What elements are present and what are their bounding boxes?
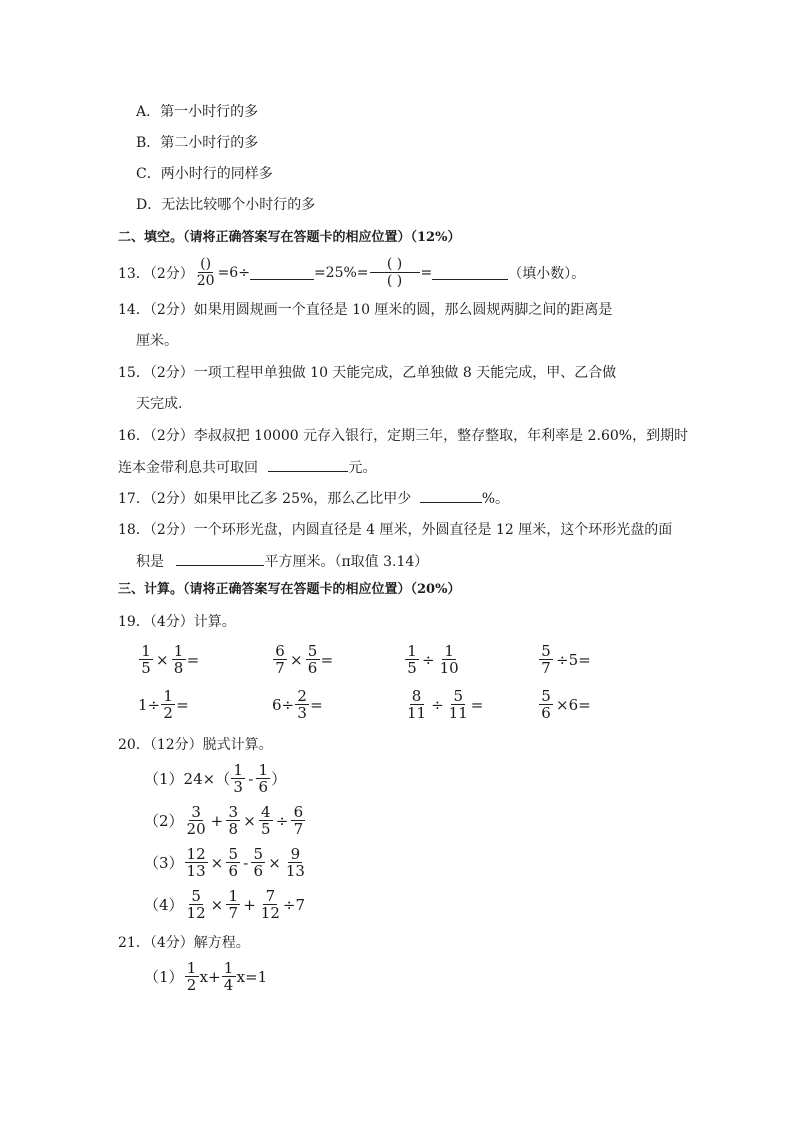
denominator: 2 <box>163 704 173 722</box>
fraction <box>259 888 282 921</box>
fraction <box>172 643 186 676</box>
q18-line-2: 积是 平方厘米。（π取值 3.14） <box>136 551 428 572</box>
numerator: 12 <box>186 845 206 863</box>
math-text: （1） <box>144 968 184 986</box>
denominator: 6 <box>228 862 238 880</box>
math-text: = <box>470 695 484 714</box>
numerator: 1 <box>442 643 456 660</box>
fraction <box>231 762 245 795</box>
numerator: 8 <box>410 688 424 705</box>
math-text: （4） <box>144 896 184 914</box>
q21-equation-1 <box>144 960 267 993</box>
math-text: （填小数）。 <box>508 265 586 282</box>
operator: × <box>156 650 169 669</box>
calc-4 <box>538 643 593 676</box>
math-text: = <box>176 695 189 714</box>
math-text: = <box>186 650 200 669</box>
denominator: 7 <box>228 904 238 922</box>
calc-5 <box>138 688 189 721</box>
math-text: x=1 <box>236 967 268 986</box>
numerator: 1 <box>172 643 186 660</box>
q20-expr-1 <box>144 762 286 795</box>
fraction <box>226 888 240 921</box>
q15-line-2: 天完成. <box>136 396 183 412</box>
denominator: 12 <box>186 904 206 922</box>
choice-d: D．无法比较哪个小时行的多 <box>136 197 316 213</box>
math-text: 6÷ <box>272 695 295 714</box>
fraction <box>259 804 273 837</box>
denominator: 5 <box>141 659 151 677</box>
fraction <box>185 804 208 837</box>
denominator: 5 <box>407 659 417 677</box>
q20-expr-3 <box>144 846 308 879</box>
q14-line-2: 厘米。 <box>136 333 178 349</box>
numerator: 1 <box>405 643 419 660</box>
fraction <box>273 643 287 676</box>
calc-7 <box>404 688 483 721</box>
denominator: 13 <box>285 862 305 880</box>
q15-line-1: 15．（2分）一项工程甲单独做 10 天能完成，乙单独做 8 天能完成，甲、乙合做 <box>118 365 617 381</box>
fraction <box>185 846 208 879</box>
denominator: 5 <box>261 820 271 838</box>
fraction <box>438 643 461 676</box>
q19-title: 19．（4分）计算。 <box>118 614 236 630</box>
numerator: 5 <box>189 888 203 905</box>
numerator: () <box>200 256 212 272</box>
denominator: 11 <box>448 704 468 722</box>
fraction <box>251 846 265 879</box>
denominator: 7 <box>541 659 551 677</box>
denominator: 8 <box>173 659 184 677</box>
choice-c: C．两小时行的同样多 <box>136 166 273 182</box>
operator: ÷ <box>275 811 289 830</box>
operator: ÷5= <box>556 650 591 669</box>
numerator: 1 <box>222 960 236 977</box>
operator: × <box>290 650 303 669</box>
numerator: 5 <box>539 643 553 660</box>
denominator: 3 <box>233 778 243 796</box>
numerator: 6 <box>273 643 287 660</box>
fraction <box>291 804 305 837</box>
q13-fraction-2[interactable] <box>370 256 420 289</box>
operator: × <box>268 853 281 872</box>
q20-title: 20．（12分）脱式计算。 <box>118 737 273 753</box>
fraction <box>539 643 553 676</box>
numerator: 1 <box>161 688 175 705</box>
operator: - <box>248 769 254 788</box>
operator: × <box>243 811 256 830</box>
fraction <box>284 846 307 879</box>
denominator: 20 <box>186 820 206 838</box>
q13-blank-2[interactable] <box>432 265 508 280</box>
math-text: =6÷ <box>217 264 250 281</box>
operator: ×6= <box>556 695 591 714</box>
denominator: 10 <box>439 659 459 677</box>
fraction <box>139 643 153 676</box>
numerator: 4 <box>259 804 273 821</box>
math-text: （1） <box>144 770 184 788</box>
calc-2 <box>272 643 333 676</box>
denominator: ( ) <box>386 273 403 289</box>
denominator: 3 <box>297 704 307 722</box>
calc-8 <box>538 688 593 721</box>
fraction <box>226 804 240 837</box>
q18-blank[interactable] <box>176 551 264 566</box>
fraction <box>539 688 553 721</box>
operator: + <box>243 895 256 914</box>
fraction <box>405 688 428 721</box>
denominator: 13 <box>186 862 206 880</box>
math-text: = <box>310 695 323 714</box>
fraction <box>256 762 270 795</box>
q20-expr-2 <box>144 804 306 837</box>
operator: × <box>210 895 224 914</box>
numerator: 3 <box>226 804 240 821</box>
denominator: 4 <box>223 976 234 994</box>
denominator: 6 <box>307 659 318 677</box>
q13-fraction-1 <box>195 256 217 289</box>
fraction <box>222 960 236 993</box>
numerator: 7 <box>263 888 277 905</box>
operator: × <box>210 853 224 872</box>
fraction <box>226 846 240 879</box>
q20-expr-4 <box>144 888 305 921</box>
math-text: = <box>420 264 433 281</box>
choice-a: A．第一小时行的多 <box>136 104 259 120</box>
q17-blank[interactable] <box>420 488 482 503</box>
denominator: 11 <box>407 704 427 722</box>
numerator: 5 <box>251 846 265 863</box>
q13-blank-1[interactable] <box>250 265 314 280</box>
section-heading-fill-in: 二、填空。（请将正确答案写在答题卡的相应位置）（12%） <box>118 230 461 245</box>
math-text: 1÷ <box>138 695 161 714</box>
fraction <box>447 688 470 721</box>
numerator: 1 <box>256 762 270 779</box>
operator: + <box>210 811 224 830</box>
denominator: 7 <box>275 659 285 677</box>
fraction <box>306 643 320 676</box>
fraction <box>185 888 208 921</box>
question-17: 17．（2分）如果甲比乙多 25%，那么乙比甲少 %。 <box>118 488 509 509</box>
denominator: 8 <box>228 820 238 838</box>
choice-b: B．第二小时行的多 <box>136 135 259 151</box>
denominator: 12 <box>260 904 280 922</box>
numerator: 3 <box>189 804 203 821</box>
numerator: 5 <box>539 688 553 705</box>
denominator: 20 <box>196 273 215 289</box>
operator: - <box>243 853 249 872</box>
q18-line-1: 18．（2分）一个环形光盘，内圆直径是 4 厘米，外圆直径是 12 厘米，这个环形光盘的面 <box>118 522 673 538</box>
fraction <box>295 688 309 721</box>
denominator: 6 <box>541 704 551 722</box>
numerator: 2 <box>295 688 309 705</box>
numerator: 1 <box>231 762 245 779</box>
numerator: 5 <box>451 688 465 705</box>
fraction <box>161 688 175 721</box>
math-text: ） <box>271 770 287 788</box>
math-text: 24×（ <box>183 770 231 788</box>
q16-blank[interactable] <box>268 457 348 472</box>
denominator: 2 <box>186 976 197 994</box>
numerator: 9 <box>288 846 302 863</box>
math-text: ÷7 <box>282 895 306 914</box>
numerator: 5 <box>226 846 240 863</box>
calc-6 <box>272 688 323 721</box>
denominator: 6 <box>253 862 264 880</box>
math-text: = <box>320 650 334 669</box>
math-text: （2） <box>144 812 184 830</box>
fraction <box>405 643 419 676</box>
denominator: 6 <box>258 778 269 796</box>
numerator: 5 <box>306 643 320 660</box>
math-text: x+ <box>199 967 221 986</box>
section-heading-calculate: 三、计算。（请将正确答案写在答题卡的相应位置）（20%） <box>118 582 461 597</box>
q14-line-1: 14．（2分）如果用圆规画一个直径是 10 厘米的圆，那么圆规两脚之间的距离是 <box>118 302 613 318</box>
fraction <box>185 960 199 993</box>
calc-3 <box>404 643 462 676</box>
operator: ÷ <box>431 695 444 714</box>
numerator: ( ) <box>370 256 420 273</box>
numerator: 1 <box>139 643 153 660</box>
numerator: 6 <box>291 804 305 821</box>
question-13 <box>118 256 585 289</box>
q13-prefix: 13．（2分） <box>118 265 194 282</box>
calc-1 <box>138 643 199 676</box>
q21-title: 21．（4分）解方程。 <box>118 935 250 951</box>
q16-line-1: 16．（2分）李叔叔把 10000 元存入银行，定期三年，整存整取，年利率是 2.60%，到期时 <box>118 428 689 444</box>
math-text: =25%= <box>313 264 369 281</box>
denominator: 7 <box>293 820 304 838</box>
math-text: （3） <box>144 854 184 872</box>
numerator: 1 <box>226 888 240 905</box>
q16-line-2: 连本金带利息共可取回 元。 <box>118 457 376 478</box>
numerator: 1 <box>185 960 199 977</box>
operator: ÷ <box>422 650 435 669</box>
